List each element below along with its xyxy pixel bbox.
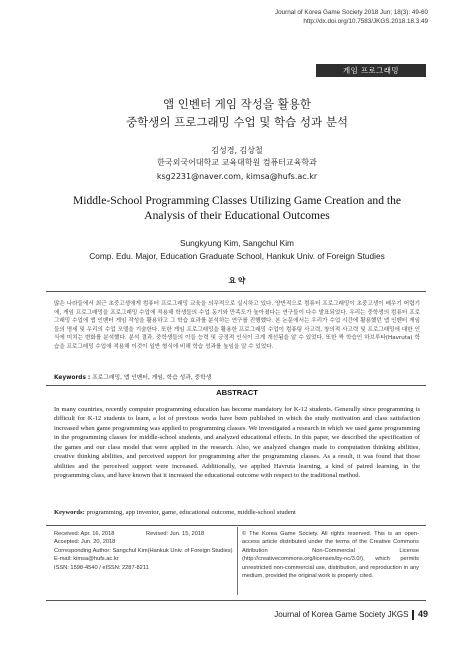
section-divider [46,525,426,526]
corresponding-email[interactable]: E-mail: kimsa@hufs.ac.kr [54,556,119,563]
korean-author-names: 김성경, 김상철 [211,146,263,155]
korean-title-line-2: 중학생의 프로그래밍 수업 및 학습 성과 분석 [126,115,348,129]
category-badge: 게임 프로그래밍 [316,64,426,77]
footer-separator [412,610,414,620]
keywords-list: 프로그래밍, 앱 인벤터, 게임, 학습 성과, 중학생 [92,375,212,381]
author-emails[interactable]: ksg2231@naver.com, kimsa@hufs.ac.kr [156,172,318,181]
page-footer [274,609,428,620]
korean-affiliation: 한국외국어대학교 교육대학원 컴퓨터교육학과 [157,158,317,167]
korean-abstract-heading: 요 약 [228,276,246,285]
english-abstract-body: In many countries, recently computer programming education has become mandatory for K-12 students. Generally since programming is difficult for K-12 students to learn, a lot of previous works have been published in which the study motivation and class satisfaction increased when game programming was applied to programming classes. We investigated a research in which we used game programming in the programming classes for middle-school students, and analyzed educational effects. In this paper, we described the specification of the games and our class model that were applied in the research. Also, we analyzed changes made to computation thinking abilities, creative thinking abilities, and perceived support for programming after the programming classes. As a result, it was found that those abilities and the perceived support were increased. Additionally, we applied Havruta learning, a kind of paired learning, in the programming class, and have known that it increased the educational outcome with respect to the traditional method. [54,406,420,480]
journal-citation: Journal of Korea Game Society 2018 Jun; 18(3): 49-60 [275,9,428,16]
section-divider [46,385,426,386]
journal-header [275,8,428,26]
received-date: Received: Apr. 16, 2018 [54,531,115,537]
footer-divider [46,600,426,601]
keywords-list: programming, app inventor, game, educational outcome, middle-school student [86,509,296,516]
footer-journal: Journal of Korea Game Society JKGS [274,610,409,619]
korean-title-line-1: 앱 인벤터 게임 작성을 활용한 [163,97,311,111]
keywords-label: Keywords: [54,509,85,516]
keywords-label: Keywords : [54,375,91,381]
english-title-line-2: Analysis of their Educational Outcomes [144,209,330,222]
article-metadata [54,530,234,572]
revised-date: Revised: Jun. 15, 2018 [146,531,205,537]
corresponding-author: Corresponding Author: Sangchul Kim(Hankuk Univ. of Foreign Studies) [54,547,233,554]
section-divider [46,291,426,292]
english-title-line-1: Middle-School Programming Classes Utilizing Game Creation and the [72,194,402,207]
accepted-date: Accepted: Jun. 20, 2018 [54,539,116,546]
english-affiliation: Comp. Edu. Major, Education Graduate School, Hankuk Univ. of Foreign Studies [89,251,385,261]
korean-keywords [54,374,420,382]
page-number: 49 [417,609,428,619]
english-keywords [54,508,420,517]
korean-abstract-body: 많은 나라들에서 최근 초중고생에게 컴퓨터 프로그래밍 교육을 의무적으로 실시하고 있다. 양반적으로 컴퓨터 프로그래밍이 초중고생이 배우기 어렵기에, 게임 프로그래밍을 프로그래밍 수업에 적용해 학생들의 수업 동기와 만족도가 높아졌다는 연구들이 다수 발표되었다. 우리는 중학생의 컴퓨터 프로그래밍 수업에 앱 인벤터 게임 작성을 활용하고 그 학습 효과를 분석하는 연구를 진행했다. 본 논문에서는 우리가 수업 시간에 활용했던 앱 인벤터 게임들의 명세 및 우리의 수업 모델을 기술한다. 또한 게임 프로그래밍을 활용한 프로그래밍 수업이 컴퓨팅 사고력, 창의적 사고력 및 프로그래밍에 대한 인식에 미치는 변화를 분석했다. 분석 결과, 중학생들의 이들 능력 및 긍정적 인식이 크게 개선됨을 알 수 있었다. 또한 짝 학습인 하브루타(Havruta) 학습을 프로그래밍 수업에 적용해 이것이 일반 형식에 비해 학습 성과를 높임을 알 수 있었다. [54,301,420,350]
issn: ISSN: 1598-4540 / eISSN: 2287-8211 [54,564,149,571]
english-author-names: Sungkyung Kim, Sangchul Kim [180,238,294,248]
english-abstract-heading: ABSTRACT [216,388,258,397]
column-divider [237,527,238,595]
doi-link[interactable]: http://dx.doi.org/10.7583/JKGS.2018.18.3.49 [303,18,428,25]
license-notice: © The Korea Game Society. All rights reserved. This is an open-access article distributed under the terms of the Creative Commons Attribution Non-Commercial License (http://creativecommons.org/licenses/by-nc/3.0/), which permits unrestricted non-commercial use, distribution, and reproduction in any medium, provided the original work is properly cited. [242,531,419,580]
